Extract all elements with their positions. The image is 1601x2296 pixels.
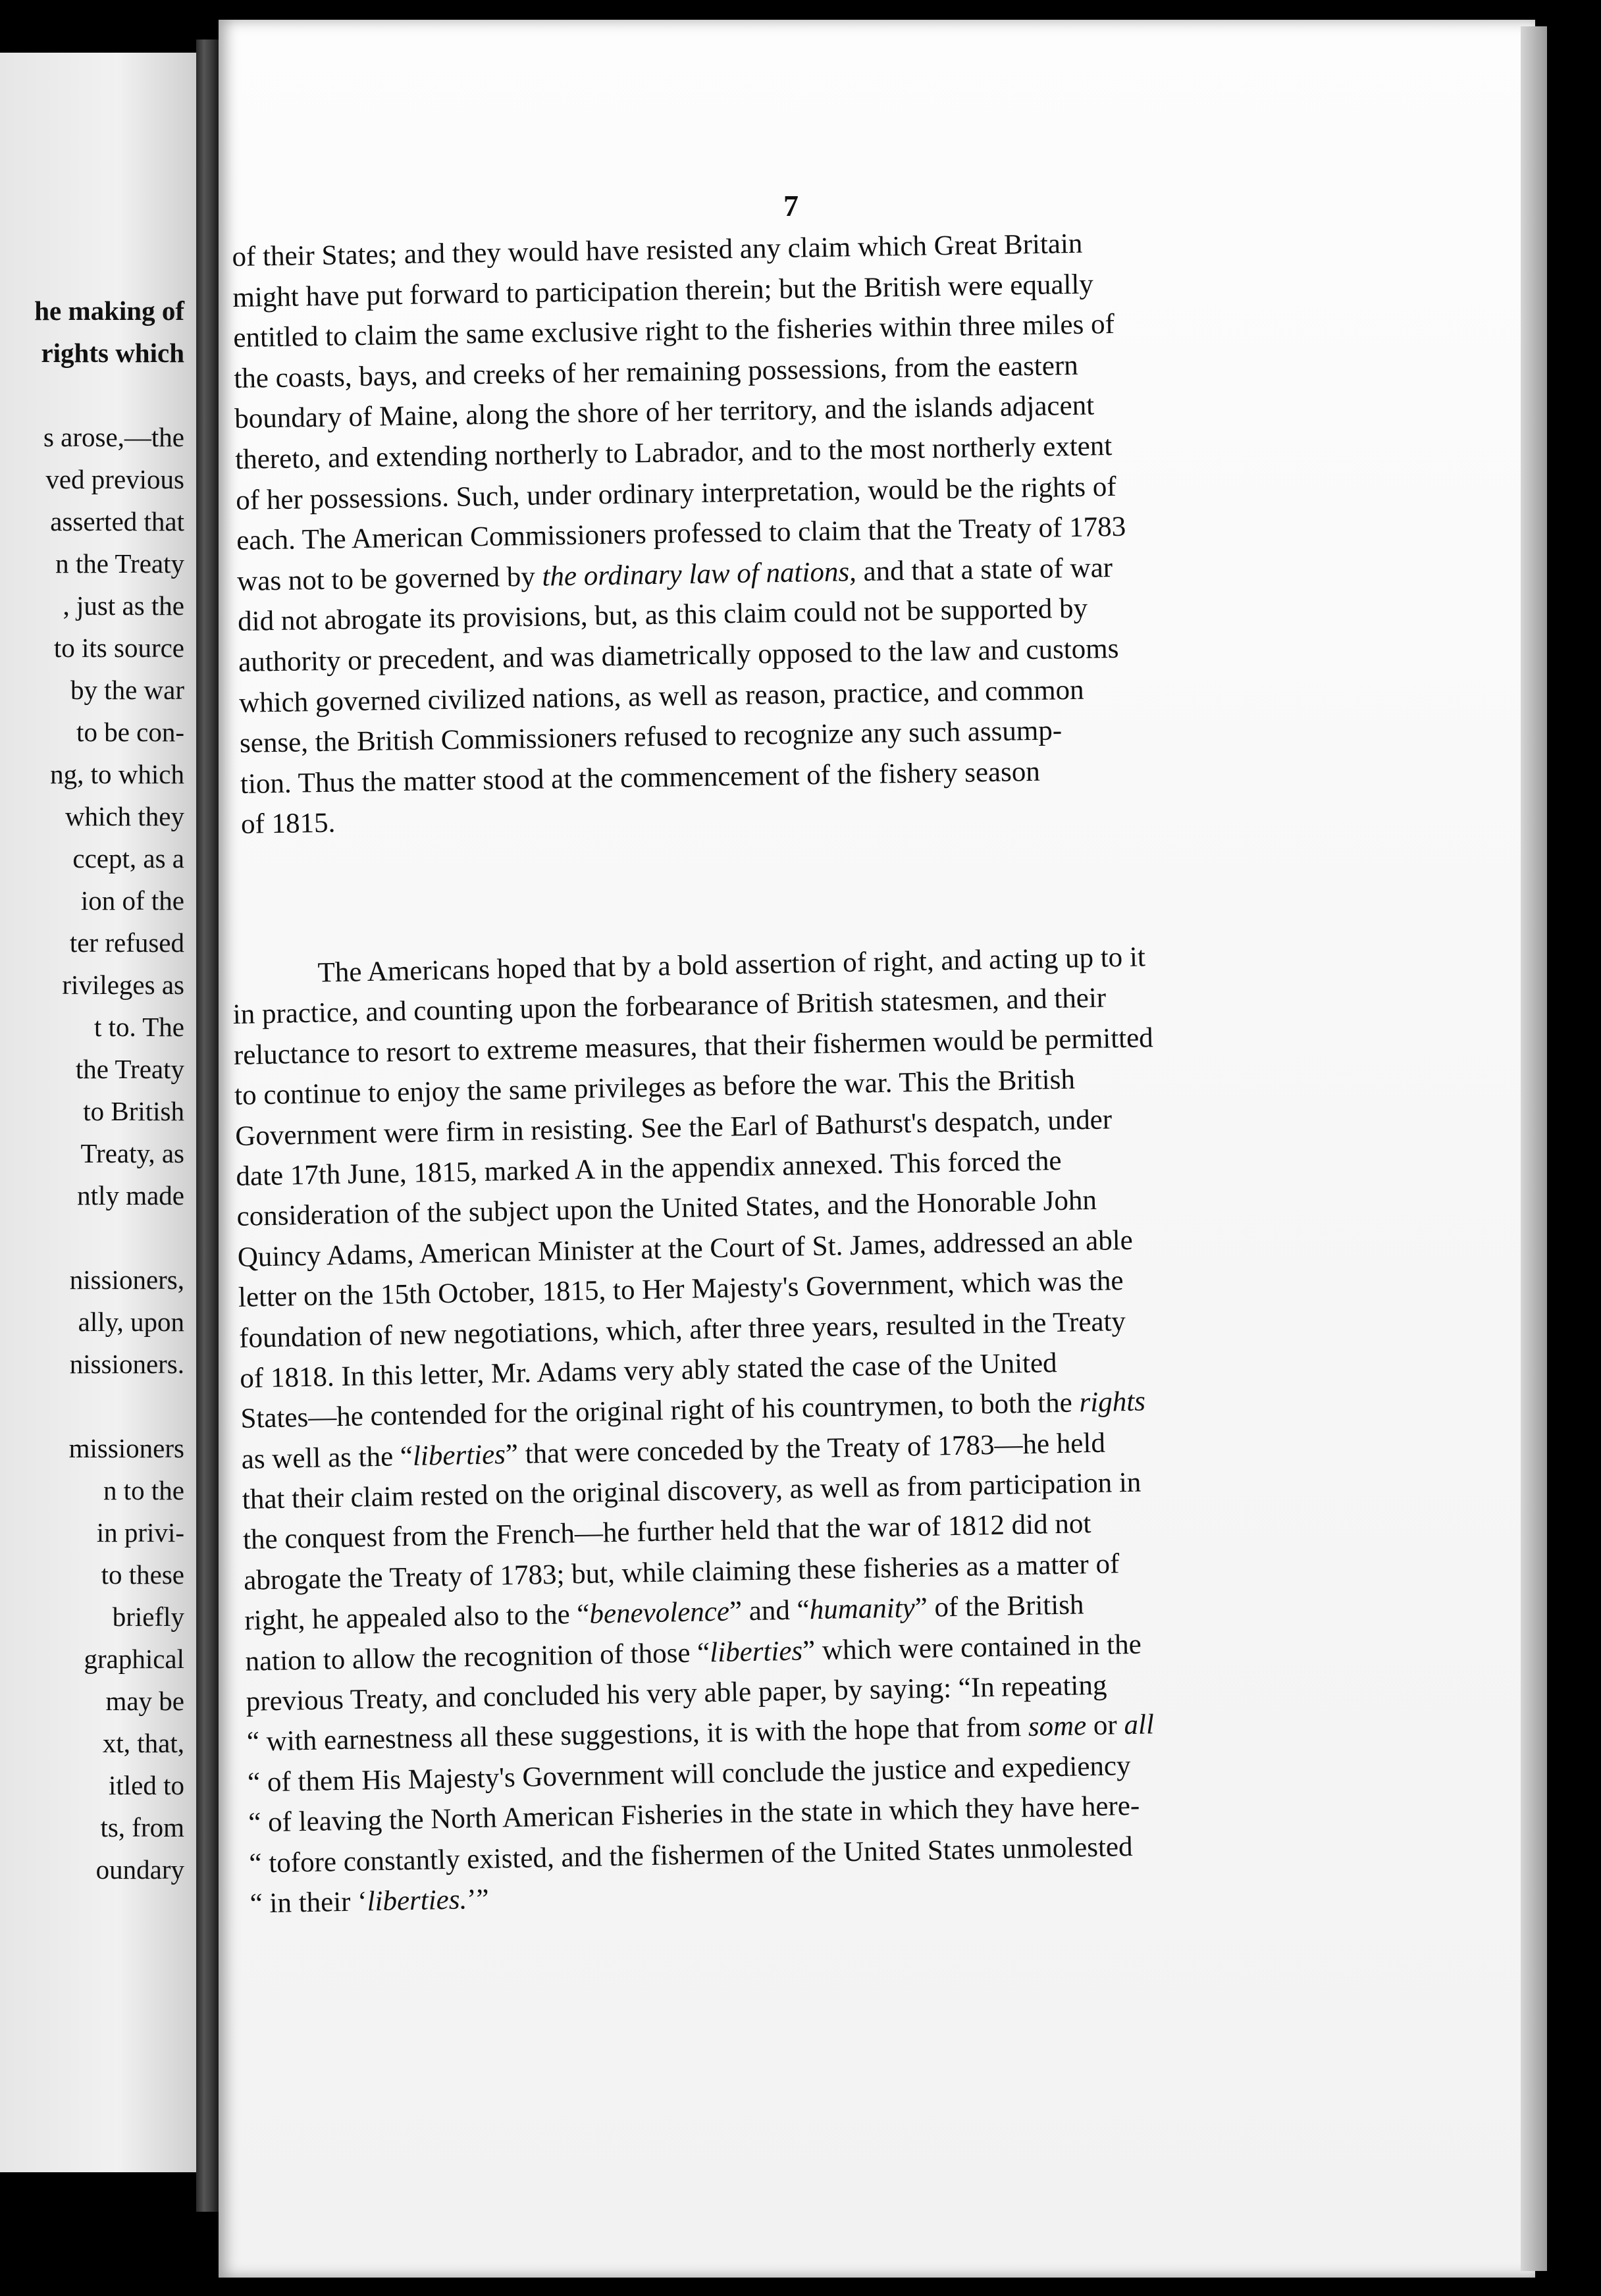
text-run: consideration of the subject upon the United States, and the Honorable John (236, 1185, 1097, 1233)
text-run: “ of leaving the North American Fisheries in the state in which they have here- (248, 1790, 1140, 1839)
left-page-line: Treaty, as (80, 1138, 184, 1168)
text-run: of 1815. (240, 807, 336, 841)
text-run: of 1818. In this letter, Mr. Adams very ably stated the case of the United (239, 1347, 1057, 1394)
left-page-line: by the war (70, 675, 184, 705)
left-page-line: rivileges as (62, 970, 184, 1000)
left-page-line (0, 1216, 184, 1259)
text-run: The Americans hoped that by a bold assertion of right, and acting up to it (317, 941, 1146, 989)
text-run: thereto, and extending northerly to Labrador, and to the most northerly extent (234, 430, 1113, 475)
italic-text: liberties (412, 1438, 506, 1472)
text-run: each. The American Commissioners professed to claim that the Treaty of 1783 (236, 511, 1126, 557)
left-page-line: s arose,—the (43, 422, 184, 452)
left-page-line: to be con- (76, 717, 184, 747)
italic-text: all (1124, 1709, 1155, 1741)
text-run: which governed civilized nations, as well as reason, practice, and common (238, 674, 1084, 719)
left-page-line: oundary (95, 1854, 184, 1885)
italic-text: rights (1079, 1386, 1146, 1419)
text-run: ” which were contained in the (802, 1629, 1142, 1667)
text-run: nation to allow the recognition of those “ (245, 1636, 710, 1677)
left-page-line: to its source (53, 633, 184, 663)
left-page-line: ter refused (69, 927, 184, 958)
left-page-line: to British (83, 1096, 184, 1126)
text-run: reluctance to resort to extreme measures, that their fishermen would be permitted (233, 1022, 1154, 1071)
left-page-line: he making of (34, 296, 184, 326)
left-page-line: which they (65, 801, 184, 831)
italic-text: benevolence (589, 1596, 730, 1630)
left-page-line: the Treaty (75, 1054, 184, 1084)
text-run: was not to be governed by (236, 561, 542, 597)
italic-text: liberties (709, 1635, 803, 1668)
left-page-line: briefly (112, 1602, 184, 1632)
left-page-line: in privi- (96, 1517, 184, 1548)
italic-text: some (1028, 1710, 1087, 1743)
text-run: or (1086, 1709, 1124, 1742)
text-run: the conquest from the French—he further held that the war of 1812 did not (242, 1508, 1091, 1556)
text-run: “ in their ‘ (249, 1886, 368, 1919)
text-run: that their claim rested on the original discovery, as well as from participation in (242, 1467, 1142, 1515)
left-page-line: to these (101, 1559, 184, 1590)
page-edge (1521, 26, 1547, 2271)
text-run: as well as the “ (241, 1440, 413, 1475)
paragraph-1 (232, 219, 1386, 845)
italic-text: the ordinary law of nations, (542, 556, 857, 592)
left-page-line (0, 374, 184, 416)
left-page-line: ved previous (45, 464, 184, 494)
left-page-line: n to the (103, 1475, 184, 1505)
text-run: of their States; and they would have resisted any claim which Great Britain (232, 228, 1083, 273)
text-run: “ with earnestness all these suggestions, it is with the hope that from (246, 1711, 1029, 1758)
left-page-line: n the Treaty (55, 548, 184, 579)
left-page-line: xt, that, (102, 1728, 184, 1758)
left-page-text (0, 290, 184, 1891)
text-run: “ of them His Majesty's Government will conclude the justice and expediency (247, 1750, 1131, 1798)
text-run: abrogate the Treaty of 1783; but, while claiming these fisheries as a matter of (243, 1548, 1120, 1596)
text-run: did not abrogate its provisions, but, as this claim could not be supported by (237, 592, 1088, 638)
left-page-line: ntly made (77, 1180, 184, 1211)
left-page-line: nissioners, (69, 1265, 184, 1295)
text-run: boundary of Maine, along the shore of her territory, and the islands adjacent (234, 390, 1095, 435)
text-run: entitled to claim the same exclusive right to the fisheries within three miles of (233, 309, 1115, 354)
text-run: States—he contended for the original right of his countrymen, to both the (240, 1387, 1080, 1435)
paragraph-2 (232, 933, 1396, 1925)
text-run: date 17th June, 1815, marked A in the appendix annexed. This forced the (236, 1145, 1062, 1192)
left-page-line: ion of the (80, 885, 184, 916)
left-page-line: rights which (41, 338, 184, 368)
left-facing-page (0, 53, 196, 2172)
text-run: might have put forward to participation therein; but the British were equally (232, 269, 1094, 313)
italic-text: humanity (809, 1592, 916, 1626)
text-run: ” that were conceded by the Treaty of 1783—he held (505, 1427, 1106, 1470)
left-page-line: t to. The (93, 1012, 184, 1042)
left-page-line (0, 1385, 184, 1427)
text-run: Government were firm in resisting. See the Earl of Bathurst's despatch, under (234, 1103, 1113, 1152)
left-page-line: graphical (84, 1644, 184, 1674)
text-run: “ tofore constantly existed, and the fishermen of the United States unmolested (249, 1831, 1133, 1879)
text-run: previous Treaty, and concluded his very able paper, by saying: “In repeating (246, 1669, 1107, 1717)
text-run: to continue to enjoy the same privileges as before the war. This the British (234, 1064, 1076, 1112)
text-run: letter on the 15th October, 1815, to Her Majesty's Government, which was the (238, 1265, 1124, 1314)
text-run: foundation of new negotiations, which, after three years, resulted in the Treaty (238, 1305, 1126, 1354)
left-page-line: , just as the (63, 590, 184, 621)
left-page-line: ng, to which (50, 759, 184, 789)
text-run: right, he appealed also to the “ (244, 1599, 590, 1637)
text-run: authority or precedent, and was diametrically opposed to the law and customs (238, 633, 1119, 678)
text-run: ’” (466, 1883, 490, 1916)
page-number: 7 (783, 189, 799, 222)
text-run: sense, the British Commissioners refused to recognize any such assump- (239, 715, 1063, 760)
left-page-line: itled to (108, 1770, 184, 1800)
left-page-line: ccept, as a (72, 843, 184, 874)
italic-text: liberties. (367, 1884, 467, 1918)
text-run: Quincy Adams, American Minister at the Court of St. James, addressed an able (237, 1224, 1134, 1273)
text-run: of her possessions. Such, under ordinary interpretation, would be the rights of (235, 471, 1117, 516)
text-run: ” and “ (729, 1594, 810, 1627)
text-run: the coasts, bays, and creeks of her remaining possessions, from the eastern (234, 350, 1079, 394)
left-page-line: may be (105, 1686, 184, 1716)
left-page-line: missioners (68, 1433, 184, 1463)
book-gutter (196, 39, 219, 2212)
text-run: tion. Thus the matter stood at the commencement of the fishery season (240, 756, 1041, 800)
left-page-line: ts, from (100, 1812, 184, 1842)
text-run: and that a state of war (856, 552, 1113, 587)
left-page-line: asserted that (50, 506, 184, 536)
text-run: in practice, and counting upon the forbearance of British statesmen, and their (232, 982, 1107, 1031)
left-page-line: nissioners. (69, 1349, 184, 1379)
text-run: ” of the British (914, 1589, 1084, 1624)
left-page-line: ally, upon (78, 1307, 184, 1337)
